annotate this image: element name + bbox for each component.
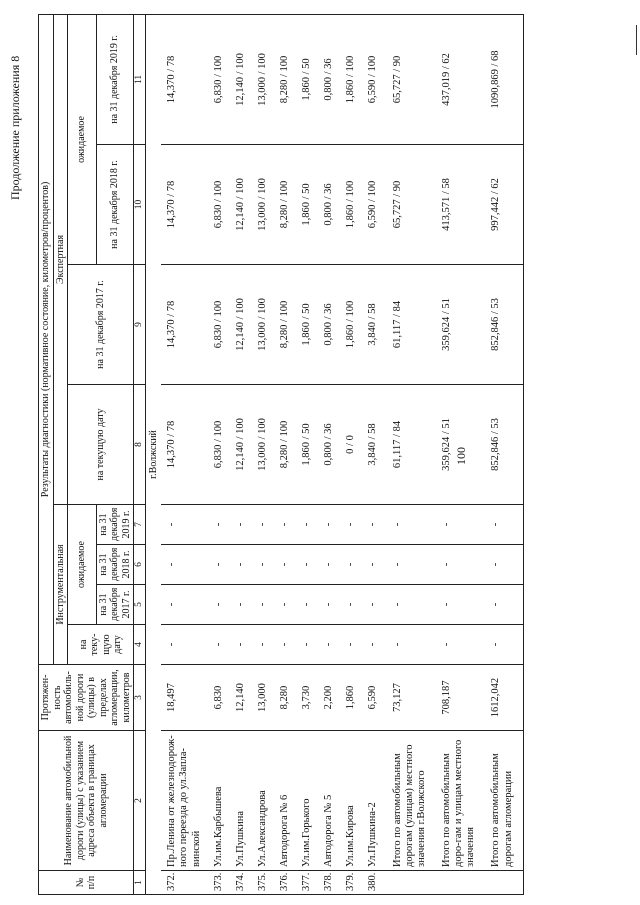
- col-number: 6: [134, 545, 146, 585]
- instr-2017: -: [318, 585, 340, 625]
- header-length: Протяжен-ность автомобиль-ной дороги (улицы) в пределах агломерации, километров: [39, 665, 134, 731]
- expert-2018: 6,590 / 100: [362, 145, 387, 265]
- expert-current: 852,846 / 53: [485, 385, 523, 505]
- expert-2019: 1,860 / 50: [296, 14, 318, 144]
- header-expert: Экспертная: [53, 14, 68, 504]
- col-number: 10: [134, 145, 146, 265]
- road-length: 8,280: [274, 665, 296, 731]
- instr-2017: -: [252, 585, 274, 625]
- expert-2017: 13,000 / 100: [252, 265, 274, 385]
- instr-2019: -: [252, 505, 274, 545]
- instr-2019: -: [161, 505, 207, 545]
- expert-2017: 852,846 / 53: [485, 265, 523, 385]
- instr-current: -: [387, 625, 436, 665]
- diagnostics-table: [38, 14, 524, 895]
- table-row: [274, 14, 296, 894]
- table-body: [145, 14, 523, 894]
- instr-2018: -: [161, 545, 207, 585]
- expert-2018: 413,571 / 58: [436, 145, 485, 265]
- expert-2017: 1,860 / 100: [340, 265, 362, 385]
- instr-current: -: [252, 625, 274, 665]
- header-exp-2018: на 31 декабря 2018 г.: [96, 145, 134, 265]
- col-number: 9: [134, 265, 146, 385]
- row-number: 377.: [296, 871, 318, 895]
- expert-2018: 12,140 / 100: [230, 145, 252, 265]
- page-number: 100: [454, 447, 468, 465]
- instr-2019: -: [318, 505, 340, 545]
- col-number: 1: [134, 871, 146, 895]
- row-number: [485, 871, 523, 895]
- table-row: [208, 14, 230, 894]
- expert-current: 61,117 / 84: [387, 385, 436, 505]
- annex-label: Продолжение приложения 8: [8, 55, 22, 200]
- expert-2018: 8,280 / 100: [274, 145, 296, 265]
- row-number: 373.: [208, 871, 230, 895]
- expert-2017: 61,117 / 84: [387, 265, 436, 385]
- header-exp-2019: на 31 декабря 2019 г.: [96, 14, 134, 144]
- instr-2019: -: [436, 505, 485, 545]
- row-number: [436, 871, 485, 895]
- table-row: [252, 14, 274, 894]
- instr-2017: -: [340, 585, 362, 625]
- expert-2018: 14,370 / 78: [161, 145, 207, 265]
- col-number: 2: [134, 731, 146, 871]
- instr-2018: -: [436, 545, 485, 585]
- row-number: 374.: [230, 871, 252, 895]
- expert-2018: 1,860 / 100: [340, 145, 362, 265]
- instr-2018: -: [296, 545, 318, 585]
- road-name: Пр.Ленина от железнодорож-ного переезда до ул.Запла-винской: [161, 731, 207, 871]
- instr-2017: -: [161, 585, 207, 625]
- table-row: [318, 14, 340, 894]
- divider: [636, 25, 637, 55]
- expert-2019: 8,280 / 100: [274, 14, 296, 144]
- row-number: 375.: [252, 871, 274, 895]
- instr-current: -: [296, 625, 318, 665]
- col-number: 5: [134, 585, 146, 625]
- expert-2017: 0,800 / 36: [318, 265, 340, 385]
- table-row: [340, 14, 362, 894]
- col-number: 8: [134, 385, 146, 505]
- header-num: № п/п: [39, 871, 134, 895]
- instr-2019: -: [485, 505, 523, 545]
- road-length: 6,830: [208, 665, 230, 731]
- expert-2018: 65,727 / 90: [387, 145, 436, 265]
- road-length: 73,127: [387, 665, 436, 731]
- road-length: 6,590: [362, 665, 387, 731]
- instr-2019: -: [230, 505, 252, 545]
- header-road-name: Наименование автомобильной дороги (улицы) с указанием адреса объекта в границах агломерации: [39, 731, 134, 871]
- row-number: 372.: [161, 871, 207, 895]
- row-number: 379.: [340, 871, 362, 895]
- instr-2017: -: [485, 585, 523, 625]
- header-exp-expected: ожидаемое: [68, 14, 97, 264]
- col-number: 4: [134, 625, 146, 665]
- instr-2017: -: [230, 585, 252, 625]
- instr-2019: -: [362, 505, 387, 545]
- expert-2019: 6,830 / 100: [208, 14, 230, 144]
- instr-2019: -: [274, 505, 296, 545]
- road-length: 2,200: [318, 665, 340, 731]
- instr-2018: -: [485, 545, 523, 585]
- expert-2018: 997,442 / 62: [485, 145, 523, 265]
- row-number: [387, 871, 436, 895]
- instr-current: -: [274, 625, 296, 665]
- expert-2017: 6,830 / 100: [208, 265, 230, 385]
- expert-2019: 1,860 / 100: [340, 14, 362, 144]
- road-length: 18,497: [161, 665, 207, 731]
- instr-current: -: [485, 625, 523, 665]
- expert-2017: 1,860 / 50: [296, 265, 318, 385]
- expert-2019: 437,019 / 62: [436, 14, 485, 144]
- expert-2018: 1,860 / 50: [296, 145, 318, 265]
- expert-2019: 6,590 / 100: [362, 14, 387, 144]
- road-name: Ул.Пушкина-2: [362, 731, 387, 871]
- header-instr-expected: ожидаемое: [68, 505, 97, 625]
- road-name: Итого по автомобильным дорогам (улицам) местного значения г.Волжского: [387, 731, 436, 871]
- table-row: [436, 14, 485, 894]
- row-number: 376.: [274, 871, 296, 895]
- header-instr-current: на теку-щую дату: [68, 625, 134, 665]
- expert-2017: 8,280 / 100: [274, 265, 296, 385]
- road-name: Ул.им.Кирова: [340, 731, 362, 871]
- header-results: Результаты диагностики (нормативное состояние, километров/процентов): [39, 14, 54, 664]
- table-row: [296, 14, 318, 894]
- expert-2017: 3,840 / 58: [362, 265, 387, 385]
- instr-current: -: [318, 625, 340, 665]
- instr-2017: -: [296, 585, 318, 625]
- instr-2018: -: [318, 545, 340, 585]
- road-length: 3,730: [296, 665, 318, 731]
- instr-2018: -: [387, 545, 436, 585]
- instr-2019: -: [387, 505, 436, 545]
- row-number: 378.: [318, 871, 340, 895]
- road-name: Ул.им.Горького: [296, 731, 318, 871]
- instr-2018: -: [340, 545, 362, 585]
- expert-current: 12,140 / 100: [230, 385, 252, 505]
- road-name: Ул.Пушкина: [230, 731, 252, 871]
- road-name: Ул.Александрова: [252, 731, 274, 871]
- instr-current: -: [436, 625, 485, 665]
- header-instrumental: Инструментальная: [53, 505, 68, 665]
- expert-2018: 0,800 / 36: [318, 145, 340, 265]
- expert-current: 1,860 / 50: [296, 385, 318, 505]
- expert-2018: 13,000 / 100: [252, 145, 274, 265]
- road-name: Ул.им.Карбышева: [208, 731, 230, 871]
- row-number: 380.: [362, 871, 387, 895]
- col-number: 7: [134, 505, 146, 545]
- road-name: Итого по автомобильным дорогам агломерации: [485, 731, 523, 871]
- road-length: 708,187: [436, 665, 485, 731]
- header-exp-2017: на 31 декабря 2017 г.: [68, 265, 134, 385]
- header-instr-2018: на 31 декабря 2018 г.: [96, 545, 134, 585]
- instr-2018: -: [252, 545, 274, 585]
- instr-2019: -: [340, 505, 362, 545]
- instr-current: -: [161, 625, 207, 665]
- table-row: [161, 14, 207, 894]
- instr-2018: -: [274, 545, 296, 585]
- expert-current: 0 / 0: [340, 385, 362, 505]
- city-label: г.Волжский: [145, 14, 161, 894]
- expert-2019: 0,800 / 36: [318, 14, 340, 144]
- instr-current: -: [208, 625, 230, 665]
- instr-2018: -: [208, 545, 230, 585]
- instr-current: -: [362, 625, 387, 665]
- header-exp-current: на текущую дату: [68, 385, 134, 505]
- table-row: [362, 14, 387, 894]
- expert-2019: 14,370 / 78: [161, 14, 207, 144]
- table-row: [387, 14, 436, 894]
- instr-2017: -: [362, 585, 387, 625]
- table-row: [485, 14, 523, 894]
- instr-2017: -: [208, 585, 230, 625]
- expert-current: 6,830 / 100: [208, 385, 230, 505]
- expert-current: 8,280 / 100: [274, 385, 296, 505]
- instr-2017: -: [387, 585, 436, 625]
- expert-2019: 65,727 / 90: [387, 14, 436, 144]
- road-name: Автодорога № 5: [318, 731, 340, 871]
- road-name: Автодорога № 6: [274, 731, 296, 871]
- expert-2017: 12,140 / 100: [230, 265, 252, 385]
- road-length: 1,860: [340, 665, 362, 731]
- expert-2018: 6,830 / 100: [208, 145, 230, 265]
- expert-current: 14,370 / 78: [161, 385, 207, 505]
- instr-current: -: [340, 625, 362, 665]
- road-length: 12,140: [230, 665, 252, 731]
- instr-2017: -: [436, 585, 485, 625]
- instr-2017: -: [274, 585, 296, 625]
- road-length: 13,000: [252, 665, 274, 731]
- instr-2018: -: [362, 545, 387, 585]
- expert-2017: 14,370 / 78: [161, 265, 207, 385]
- instr-2018: -: [230, 545, 252, 585]
- road-name: Итого по автомобильным доро-гам и улицам местного значения: [436, 731, 485, 871]
- instr-current: -: [230, 625, 252, 665]
- table-row: [230, 14, 252, 894]
- table-header: [39, 14, 146, 894]
- expert-current: 13,000 / 100: [252, 385, 274, 505]
- expert-2019: 1090,869 / 68: [485, 14, 523, 144]
- road-length: 1612,042: [485, 665, 523, 731]
- header-instr-2017: на 31 декабря 2017 г.: [96, 585, 134, 625]
- expert-current: 0,800 / 36: [318, 385, 340, 505]
- col-number: 11: [134, 14, 146, 144]
- expert-2017: 359,624 / 51: [436, 265, 485, 385]
- expert-current: 359,624 / 51: [436, 385, 485, 505]
- expert-2019: 13,000 / 100: [252, 14, 274, 144]
- instr-2019: -: [208, 505, 230, 545]
- instr-2019: -: [296, 505, 318, 545]
- col-number: 3: [134, 665, 146, 731]
- header-instr-2019: на 31 декабря 2019 г.: [96, 505, 134, 545]
- expert-current: 3,840 / 58: [362, 385, 387, 505]
- expert-2019: 12,140 / 100: [230, 14, 252, 144]
